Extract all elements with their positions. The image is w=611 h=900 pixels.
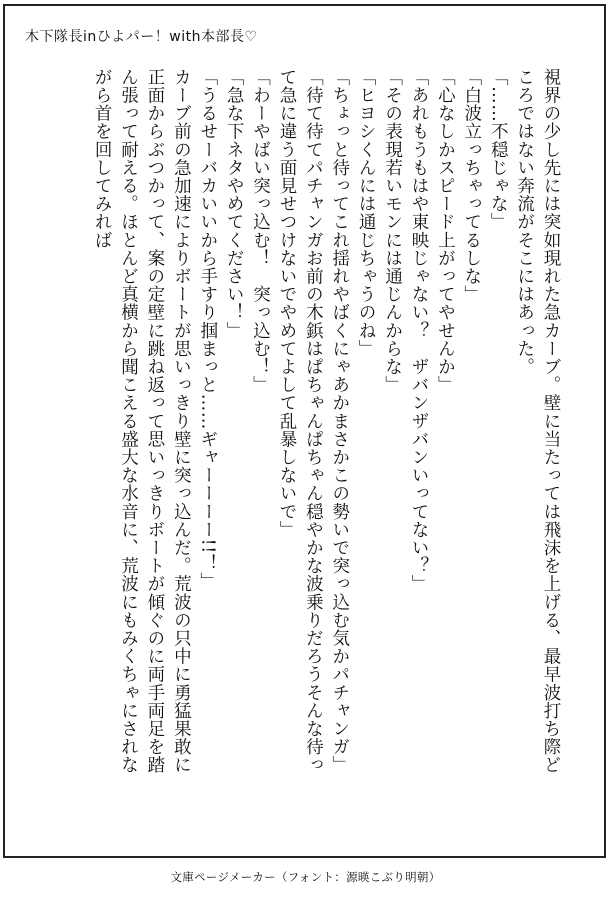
text-line: ころではない奔流がそこにはあった。 [514,68,535,376]
text-line: 正面からぶつかって、案の定壁に跳ね返って思いっきりボートが傾ぐのに両手両足を踏 [144,68,165,774]
text-line: がら首を回してみれば [92,68,113,249]
text-line: 「うるせーバカいいから手すり掴まっと……ギャーーーー!!！」 [197,68,218,591]
vertical-text-body [89,68,564,838]
text-line: 「その表現若いモンには通じんからな」 [382,68,403,394]
text-line: 「急な下ネタやめてください！」 [224,68,245,340]
text-line: 「ちょっと待ってこれ揺れやばくにゃあかまさかこの勢いで突っ込む気かパチャンガ」 [329,68,350,774]
text-line: 「あれもうもはや東映じゃない？ ザバンザバンいってない？」 [408,68,429,593]
text-line: 「待て待てパチャンガお前の木鋲はぱちゃんぱちゃん穏やかな波乗りだろうそんな待っ [303,68,324,774]
text-line: 「白波立っちゃってるしな」 [461,68,482,304]
text-line: て急に違う面見せつけないでやめてよして乱暴しないで」 [276,68,297,539]
page-frame [3,4,606,858]
text-line: 「わーやばい突っ込む！ 突っ込む！」 [250,68,271,394]
text-line: 視界の少し先には突如現れた急カーブ。壁に当たっては飛沫を上げる、最早波打ち際ど [541,68,561,774]
text-line: 「ヒヨシくんには通じちゃうのね」 [356,68,377,358]
text-line: 「心なしかスピード上がってやせんか」 [435,68,456,394]
text-line: カーブ前の急加速によりボートが思いっきり壁に突っ込んだ。荒波の只中に勇猛果敢に [171,68,192,774]
footer-credit: 文庫ページメーカー（フォント：源暎こぶり明朝） [170,870,441,884]
page-header-title: 木下隊長inひよパー！with本部長♡ [25,29,258,45]
text-line: ん張って耐える。ほとんど真横から聞こえる盛大な水音に、荒波にもみくちゃにされな [118,68,139,774]
text-line: 「……不穏じゃな」 [488,68,509,231]
